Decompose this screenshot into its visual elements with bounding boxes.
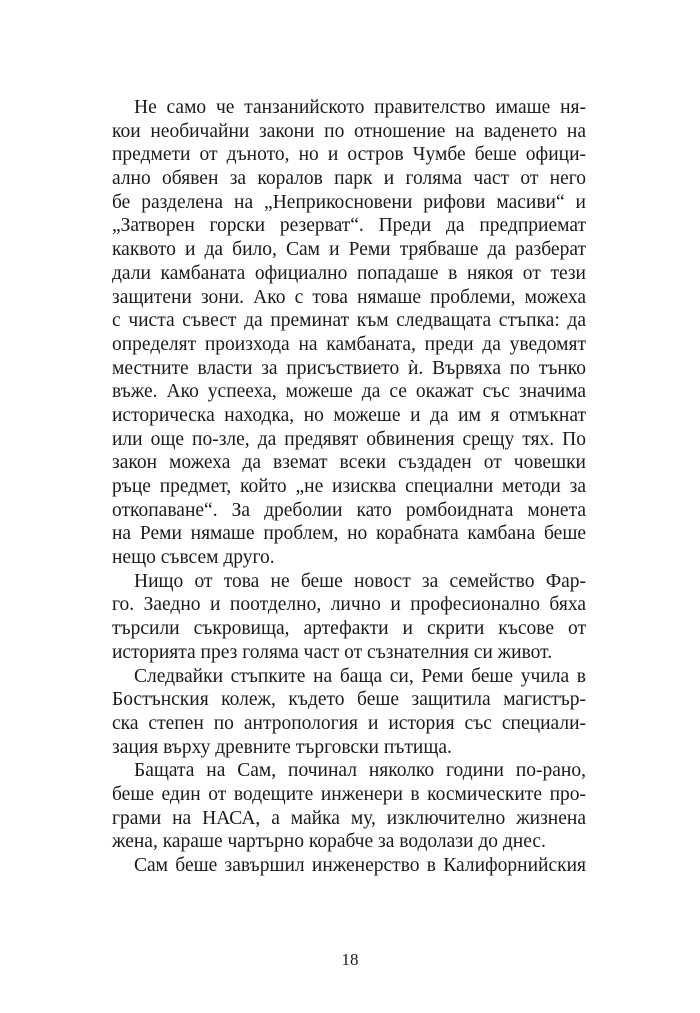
text-line: търсили съкровища, артефакти и скрити късове от	[112, 618, 586, 640]
text-line: жена, караше чартърно корабче за водолази до днес.	[112, 831, 546, 853]
text-line: дали камбаната официално попадаше в някоя от тези	[112, 262, 586, 284]
text-line: „Затворен горски резерват“. Преди да предприемат	[112, 215, 586, 237]
text-line: кои необичайни закони по отношение на ваденето на	[112, 120, 586, 142]
text-line: определят произхода на камбаната, преди да уведомят	[112, 333, 586, 355]
paragraph	[112, 96, 586, 570]
paragraph	[112, 665, 586, 760]
page-number: 18	[341, 950, 359, 969]
text-line: каквото и да било, Сам и Реми трябваше да разберат	[112, 239, 586, 261]
paragraph	[112, 854, 586, 878]
text-line: ално обявен за коралов парк и голяма част от него	[112, 168, 586, 190]
text-line: историята през голяма част от съзнателния си живот.	[112, 641, 553, 663]
text-line: Бащата на Сам, починал няколко години по-рано,	[134, 760, 586, 782]
text-line: Нищо от това не беше новост за семейство Фар-	[134, 570, 586, 592]
text-line: въже. Ако успееха, можеше да се окажат със значима	[112, 381, 586, 403]
text-line: грами на НАСА, а майка му, изключително жизнена	[112, 807, 586, 829]
text-line: защитени зони. Ако с това нямаше проблеми, можеха	[112, 286, 586, 308]
text-line: предмети от дъното, но и остров Чумбе беше офици-	[112, 144, 586, 166]
text-line: или още по-зле, да предявят обвинения срещу тях. По	[112, 428, 586, 450]
text-line: го. Заедно и поотделно, лично и професионално бяха	[112, 594, 586, 616]
text-line: с чиста съвест да преминат към следващата стъпка: да	[112, 310, 586, 332]
text-line: Бостънския колеж, където беше защитила магистър-	[112, 689, 586, 711]
text-line: нещо съвсем друго.	[112, 547, 275, 569]
text-line: беше един от водещите инженери в космическите про-	[112, 783, 586, 805]
body-text	[112, 96, 586, 878]
paragraph	[112, 759, 586, 854]
text-line: историческа находка, но можеше и да им я отмъкнат	[112, 404, 586, 426]
text-line: закон можеха да вземат всеки създаден от човешки	[112, 452, 586, 474]
text-line: бе разделена на „Неприкосновени рифови масиви“ и	[112, 191, 586, 213]
text-line: на Реми нямаше проблем, но корабната камбана беше	[112, 523, 586, 545]
text-line: Сам беше завършил инженерство в Калифорнийския	[134, 855, 586, 876]
text-line: местните власти за присъствието ѝ. Вървяха по тънко	[112, 357, 586, 379]
text-line: ска степен по антропология и история със специали-	[112, 712, 586, 734]
text-line: зация върху древните търговски пътища.	[112, 736, 452, 758]
text-line: ръце предмет, който „не изисква специални методи за	[112, 476, 586, 497]
text-line: Не само че танзанийското правителство имаше ня-	[134, 97, 586, 118]
text-line: Следвайки стъпките на баща си, Реми беше учила в	[134, 665, 586, 687]
paragraph	[112, 570, 586, 665]
text-line: откопаване“. За дреболии като ромбоидната монета	[112, 499, 586, 521]
